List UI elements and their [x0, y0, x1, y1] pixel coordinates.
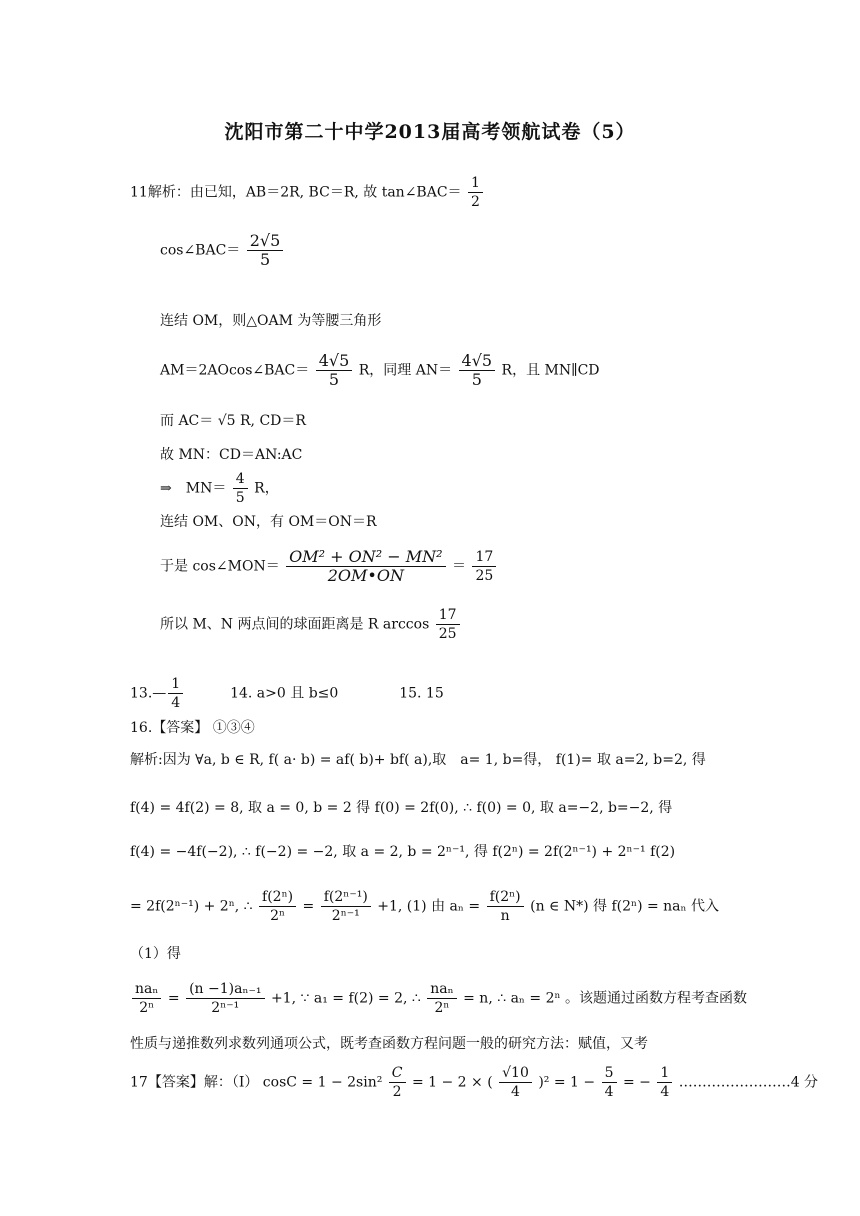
q17-f2d: 4: [511, 1084, 520, 1100]
l4-f1n: f(2ⁿ): [259, 888, 296, 907]
cosmon-fraction: [286, 548, 445, 585]
q17-f1d: 2: [392, 1084, 402, 1100]
an-num: 4√5: [459, 352, 496, 371]
l4-f3n: f(2ⁿ): [487, 888, 524, 907]
l6-frac-1: [132, 980, 161, 1017]
cos-num: 2√5: [247, 232, 284, 251]
q13-fraction: [168, 675, 183, 712]
l4-a: = 2f(2ⁿ⁻¹) + 2ⁿ, ∴: [130, 898, 253, 915]
mn-tail: R，: [254, 480, 279, 497]
cosmon-den: 2OM•ON: [327, 566, 404, 585]
tan-den: 2: [471, 194, 480, 210]
cosmon-result: [472, 548, 496, 585]
l6-f1d: 2ⁿ: [139, 1000, 155, 1016]
dist-den: 25: [438, 626, 457, 642]
page-title: 沈阳市第二十中学2013届高考领航试卷（5）: [224, 121, 636, 143]
an-fraction: [459, 352, 496, 389]
cos-bac-line: [160, 232, 285, 269]
l6-frac-3: [427, 980, 456, 1017]
l4-frac-2: [321, 888, 371, 925]
am-line: [160, 352, 600, 389]
q17-f2n: √10: [499, 1064, 532, 1083]
an-den: 5: [471, 370, 482, 389]
q17-f3n: 5: [602, 1064, 617, 1083]
am-lhs: AM＝2AOcos∠BAC＝: [160, 362, 310, 379]
q14-answer: 14. a>0 且 b≤0: [230, 685, 339, 702]
am-num: 4√5: [316, 352, 353, 371]
q16-line-5: （1）得: [130, 946, 181, 962]
q11-intro: 11解析：由已知，AB＝2R, BC＝R, 故 tan∠BAC＝: [130, 184, 462, 201]
l4-f2d: 2ⁿ⁻¹: [331, 908, 360, 924]
q17-f1n: C: [389, 1064, 406, 1083]
l4-eq: =: [302, 898, 315, 915]
am-tail: R，且 MN∥CD: [501, 362, 600, 379]
cosmon-rnum: 17: [472, 548, 496, 567]
l4-f2n: f(2ⁿ⁻¹): [321, 888, 371, 907]
am-mid: R，同理 AN＝: [358, 362, 453, 379]
ratio-line: 故 MN：CD＝AN:AC: [160, 447, 303, 463]
q16-line-2: f(4) = 4f(2) = 8, 取 a = 0, b = 2 得 f(0) = 2f(0), ∴ f(0) = 0, 取 a=−2, b=−2, 得: [130, 800, 673, 816]
am-fraction: [316, 352, 353, 389]
l6-tail: = n, ∴ aₙ = 2ⁿ 。该题通过函数方程考查函数: [463, 990, 748, 1007]
cosmon-lhs: 于是 cos∠MON＝: [160, 558, 280, 575]
q17-frac-2: [499, 1064, 532, 1101]
q13-num: 1: [168, 675, 183, 694]
q17-f3d: 4: [604, 1084, 614, 1100]
tan-fraction: [468, 174, 483, 211]
q16-line-4: [130, 888, 719, 925]
cosmon-eq: ＝: [452, 558, 467, 575]
on-line: 连结 OM、ON，有 OM＝ON＝R: [160, 514, 377, 530]
q17-line: [130, 1064, 818, 1101]
q15-answer: 15. 15: [399, 685, 444, 702]
q17-frac-1: [389, 1064, 406, 1101]
l4-f3d: n: [500, 908, 510, 924]
cos-den: 5: [259, 250, 271, 269]
l4-frac-1: [259, 888, 296, 925]
q11-line-1: [130, 174, 485, 211]
l4-frac-3: [487, 888, 524, 925]
cos-lhs: cos∠BAC＝: [160, 242, 241, 259]
q16-line-6: [130, 980, 747, 1017]
cosmon-rden: 25: [475, 568, 494, 584]
q17-frac-3: [602, 1064, 617, 1101]
mn-den: 5: [235, 490, 245, 506]
l6-f2n: (n −1)aₙ₋₁: [186, 980, 264, 999]
om-line: 连结 OM，则△OAM 为等腰三角形: [160, 313, 382, 329]
q16-line-1: 解析:因为 ∀a, b ∈ R, f( a· b) = af( b)+ bf( a),取 a= 1, b=得， f(1)= 取 a=2, b=2, 得: [130, 752, 706, 768]
l4-c: (n ∈ N*) 得 f(2ⁿ) = naₙ 代入: [530, 898, 720, 915]
l6-frac-2: [186, 980, 264, 1017]
tan-num: 1: [468, 174, 483, 193]
dist-text: 所以 M、N 两点间的球面距离是 R arccos: [160, 616, 430, 633]
dist-num: 17: [436, 606, 460, 625]
l4-f1d: 2ⁿ: [270, 908, 286, 924]
q17-f4d: 4: [660, 1084, 670, 1100]
mn-fraction: [233, 470, 248, 507]
cosmon-num: OM² + ON² − MN²: [286, 548, 445, 567]
q17-dots: ……………………4 分: [678, 1074, 819, 1091]
am-den: 5: [328, 370, 340, 389]
dist-fraction: [436, 606, 460, 643]
mn-num: 4: [233, 470, 248, 489]
q17-mid3: = −: [622, 1074, 651, 1091]
q17-mid1: = 1 − 2 × (: [411, 1074, 493, 1091]
distance-line: [160, 606, 462, 643]
l6-eq: =: [167, 990, 180, 1007]
ac-line: 而 AC＝ √5 R, CD＝R: [160, 413, 306, 429]
l4-b: +1, (1) 由 aₙ =: [377, 898, 481, 915]
mn-lhs: ⇒ MN＝: [160, 480, 227, 497]
l6-f1n: naₙ: [132, 980, 161, 999]
q13-den: 4: [171, 695, 181, 711]
q16-answer-line: 16.【答案】 ①③④: [130, 720, 255, 736]
q17-lead: 17【答案】解：（Ⅰ） cosC = 1 − 2sin²: [130, 1074, 383, 1091]
q17-mid2: )² = 1 −: [538, 1074, 596, 1091]
mn-line: [160, 470, 279, 507]
l6-mid: +1, ∵ a₁ = f(2) = 2, ∴: [270, 990, 421, 1007]
l6-f3d: 2ⁿ: [434, 1000, 450, 1016]
q13-line: [130, 675, 444, 712]
q13-label: 13.—: [130, 685, 167, 702]
l6-f3n: naₙ: [427, 980, 456, 999]
q17-frac-4: [657, 1064, 672, 1101]
l6-f2d: 2ⁿ⁻¹: [211, 1000, 240, 1016]
cos-mon-line: [160, 548, 498, 585]
q17-f4n: 1: [657, 1064, 672, 1083]
cos-fraction: [247, 232, 284, 269]
q16-line-3: f(4) = −4f(−2), ∴ f(−2) = −2, 取 a = 2, b = 2ⁿ⁻¹, 得 f(2ⁿ) = 2f(2ⁿ⁻¹) + 2ⁿ⁻¹ f(2): [130, 844, 676, 860]
q16-line-7: 性质与递推数列求数列通项公式，既考查函数方程问题一般的研究方法：赋值，又考: [130, 1036, 648, 1052]
